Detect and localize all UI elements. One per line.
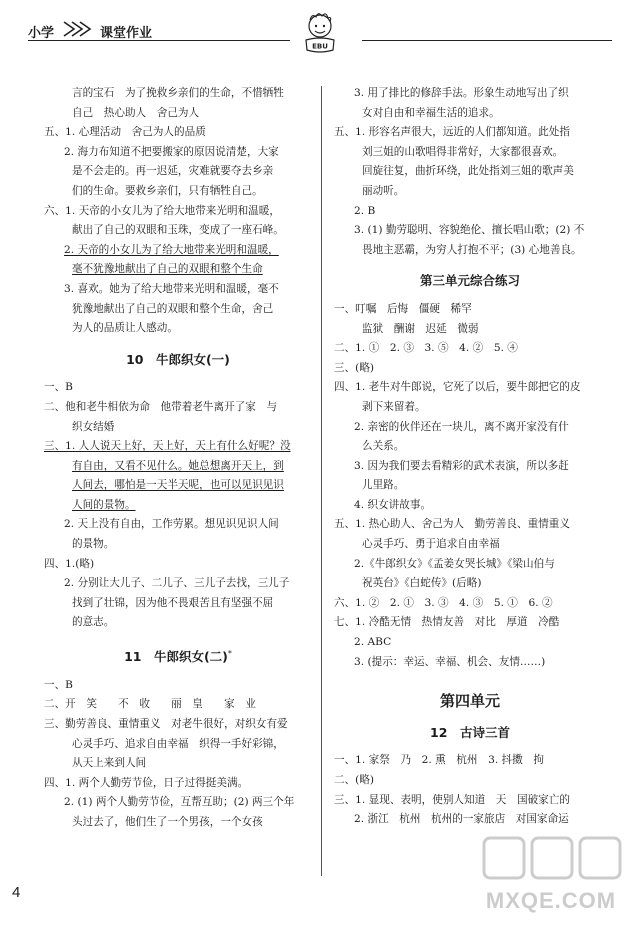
chevron-right-icon xyxy=(62,20,96,38)
answer-column-left xyxy=(44,84,312,833)
answer-line: 2. B xyxy=(354,204,376,217)
answer-column-right xyxy=(334,84,606,830)
answer-line: 三、(略) xyxy=(334,361,375,374)
section-heading-text: 10 牛郎织女(一) xyxy=(126,351,230,367)
answer-line: 心灵手巧、勇于追求自由幸福 xyxy=(362,538,500,551)
page-number: 4 xyxy=(12,884,21,901)
answer-line: 3. (1) 勤劳聪明、容貌绝伦、擅长唱山歌；(2) 不 xyxy=(354,224,585,237)
header-rule-right xyxy=(362,40,612,41)
answer-line: 是不会走的。再一迟延，灾难就要夺去乡亲 xyxy=(72,165,274,178)
answer-line: 从天上来到人间 xyxy=(72,757,147,770)
page-header xyxy=(0,0,636,58)
answer-line: 找到了壮锦，因为他不畏艰苦且有坚强不屈 xyxy=(72,596,274,609)
answer-line: 3. 用了排比的修辞手法。形象生动地写出了织 xyxy=(354,87,569,99)
answer-line: 献出了自己的双眼和玉珠，变成了一座石峰。 xyxy=(72,224,284,237)
answer-line: 剥下来留着。 xyxy=(362,400,426,413)
answer-line: 一、B xyxy=(44,381,73,394)
answer-line: 2. (1) 两个人勤劳节俭，互帮互助；(2) 两三个年 xyxy=(64,796,295,809)
answer-line: 女对自由和幸福生活的追求。 xyxy=(362,106,500,119)
answer-line: 六、1. ② 2. ① 3. ③ 4. ③ 5. ① 6. ② xyxy=(334,596,553,609)
grade-tag: 小学 xyxy=(28,26,55,41)
mascot-logo-icon xyxy=(300,10,340,56)
answer-line: 2.《牛郎织女》《孟姜女哭长城》《梁山伯与 xyxy=(354,557,555,570)
answer-line: 二、1. ① 2. ③ 3. ⑤ 4. ② 5. ④ xyxy=(334,342,518,355)
answer-line: 2. ABC xyxy=(354,636,392,649)
answer-line: 头过去了，他们生了一个男孩，一个女孩 xyxy=(72,815,263,828)
answer-line: 五、1. 形容名声很大，远近的人们都知道。此处指 xyxy=(334,126,570,139)
answer-line: 回旋往复，曲折环绕，此处指刘三姐的歌声美 xyxy=(362,165,574,178)
answer-line: 二、他和老牛相依为命 他带着老牛离开了家 与 xyxy=(44,400,278,413)
optional-marker: * xyxy=(227,649,232,659)
section-heading-text: 第三单元综合练习 xyxy=(419,273,520,289)
answer-line: 们的生命。要救乡亲们，只有牺牲自己。 xyxy=(72,184,263,197)
answer-line: 刘三姐的山歌唱得非常好，大家都很喜欢。 xyxy=(362,145,564,158)
section-heading xyxy=(334,271,606,291)
section-heading-text: 12 古诗三首 xyxy=(430,724,510,740)
answer-line: 么关系。 xyxy=(362,440,405,453)
answer-line: 五、1. 热心助人、舍己为人 勤劳善良、重情重义 xyxy=(334,518,570,531)
answer-line: 一、1. 家祭 乃 2. 熏 杭州 3. 抖擞 拘 xyxy=(334,754,544,767)
answer-line: 一、B xyxy=(44,678,73,691)
answer-line: 一、叮嘱 后悔 僵硬 稀罕 xyxy=(334,302,472,315)
watermark xyxy=(476,830,626,920)
answer-line: 四、1. 两个人勤劳节俭，日子过得挺美满。 xyxy=(44,776,249,789)
answer-line: 人间的景物。 xyxy=(72,498,136,511)
answer-line: 二、(略) xyxy=(334,774,375,786)
answer-line: 丽动听。 xyxy=(362,184,405,197)
answer-line: 4. 织女讲故事。 xyxy=(354,498,432,511)
answer-line: 织女结婚 xyxy=(72,420,115,433)
watermark-graphic-icon xyxy=(476,830,626,890)
answer-line: 言的宝石 为了挽救乡亲们的生命，不惜牺牲 xyxy=(72,87,284,99)
answer-line: 犹豫地献出了自己的双眼和整个生命，舍己 xyxy=(72,302,274,315)
answer-line: 为人的品质让人感动。 xyxy=(72,322,178,335)
answer-line: 畏地主恶霸，为穷人打抱不平；(3) 心地善良。 xyxy=(362,243,582,256)
answer-line: 三、勤劳善良、重情重义 对老牛很好，对织女有爱 xyxy=(44,717,288,730)
section-heading-text: 11 牛郎织女(二) xyxy=(124,649,228,665)
answer-line: 儿里路。 xyxy=(362,479,405,492)
answer-line: 3. (提示：幸运、幸福、机会、友情……) xyxy=(354,655,546,668)
column-divider xyxy=(321,86,322,876)
answer-line: 六、1. 天帝的小女儿为了给大地带来光明和温暖， xyxy=(44,204,280,217)
header-title: 课堂作业 xyxy=(100,26,153,41)
answer-line: 有自由，又看不见什么。她总想离开天上，到 xyxy=(72,459,284,472)
answer-line: 的景物。 xyxy=(72,538,115,551)
answer-line: 3. 因为我们要去看精彩的武术表演，所以多赶 xyxy=(354,459,569,472)
section-heading xyxy=(334,723,606,743)
watermark-text: MXQE.COM xyxy=(485,888,617,913)
answer-line: 3. 喜欢。她为了给大地带来光明和温暖，毫不 xyxy=(64,282,279,295)
answer-line: 自己 热心助人 舍己为人 xyxy=(72,106,200,119)
answer-line: 2. 浙江 杭州 杭州的一家旅店 对国家命运 xyxy=(354,813,569,826)
answer-line: 祝英台》《白蛇传》(后略) xyxy=(362,577,482,590)
answer-line: 七、1. 冷酷无情 热情友善 对比 厚道 冷酷 xyxy=(334,616,560,629)
answer-line: 人间去，哪怕是一天半天呢，也可以见识见识 xyxy=(72,479,284,492)
svg-text:EBU: EBU xyxy=(312,42,328,51)
answer-line: 三、1. 显现、表明，使别人知道 天 国破家亡的 xyxy=(334,793,570,806)
answer-line: 监狱 酬谢 迟延 微弱 xyxy=(362,322,479,335)
answer-line: 四、1.(略) xyxy=(44,557,95,570)
answer-line: 2. 天上没有自由，工作劳累。想见识见识人间 xyxy=(64,518,279,531)
answer-line: 心灵手巧、追求自由幸福 织得一手好彩锦， xyxy=(72,737,284,750)
answer-line: 四、1. 老牛对牛郎说，它死了以后，要牛郎把它的皮 xyxy=(334,381,581,394)
answer-line: 的意志。 xyxy=(72,616,115,629)
unit-heading: 第四单元 xyxy=(439,692,500,711)
header-rule-left xyxy=(28,40,290,41)
section-heading xyxy=(44,350,312,370)
answer-line: 2. 海力布知道不把要搬家的原因说清楚，大家 xyxy=(64,145,279,158)
section-heading xyxy=(44,644,312,667)
answer-line: 2. 分别让大儿子、二儿子、三儿子去找，三儿子 xyxy=(64,577,290,590)
answer-line: 二、开 笑 不 收 丽 皇 家 业 xyxy=(44,698,256,711)
answer-line: 毫不犹豫地献出了自己的双眼和整个生命 xyxy=(72,263,263,276)
answer-line: 2. 亲密的伙伴还在一块儿，离不离开家没有什 xyxy=(354,420,569,433)
answer-line: 五、1. 心理活动 舍己为人的品质 xyxy=(44,126,206,139)
answer-line: 2. 天帝的小女儿为了给大地带来光明和温暖， xyxy=(64,243,279,256)
answer-line: 三、1. 人人说天上好，天上好，天上有什么好呢？没 xyxy=(44,440,291,453)
